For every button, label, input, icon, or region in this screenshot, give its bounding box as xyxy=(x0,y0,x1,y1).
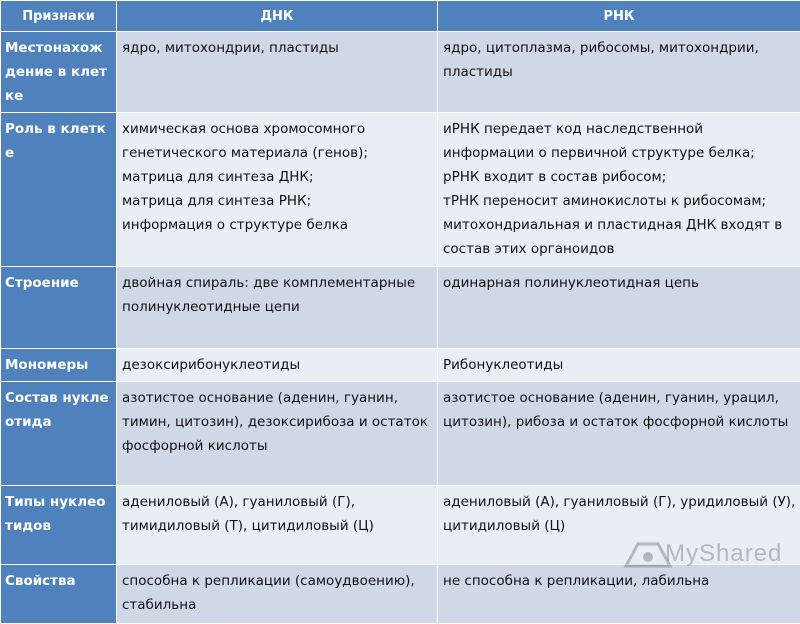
dna-cell xyxy=(117,486,438,565)
dna-cell xyxy=(117,565,438,624)
cell-line: одинарная полинуклеотидная цепь xyxy=(443,271,796,295)
dna-cell xyxy=(117,349,438,382)
table-row-nucleotide-composition xyxy=(1,382,800,486)
cell-line: адениловый (А), гуаниловый (Г), уридиловый (У), цитидиловый (Ц) xyxy=(443,490,796,538)
row-label: Типы нуклеотидов xyxy=(1,486,117,565)
dna-cell xyxy=(117,32,438,113)
table-row-role xyxy=(1,113,800,267)
cell-line: матрица для синтеза РНК; xyxy=(122,189,433,213)
rna-cell xyxy=(438,565,800,624)
cell-line: ядро, цитоплазма, рибосомы, митохондрии, пластиды xyxy=(443,36,796,84)
row-label: Мономеры xyxy=(1,349,117,382)
cell-line: ядро, митохондрии, пластиды xyxy=(122,36,433,60)
table-row-structure xyxy=(1,267,800,349)
table-row-location xyxy=(1,32,800,113)
cell-line: азотистое основание (аденин, гуанин, урацил, цитозин), рибоза и остаток фосфорной кислоты xyxy=(443,386,796,434)
rna-cell xyxy=(438,349,800,382)
dna-cell xyxy=(117,267,438,349)
cell-line: иРНК передает код наследственной информации о первичной структуре белка; xyxy=(443,117,796,165)
cell-line: адениловый (А), гуаниловый (Г), тимидиловый (Т), цитидиловый (Ц) xyxy=(122,490,433,538)
row-label: Роль в клетке xyxy=(1,113,117,267)
cell-line: информация о структуре белка xyxy=(122,213,433,237)
cell-line: митохондриальная и пластидная ДНК входят в состав этих органоидов xyxy=(443,213,796,261)
rna-cell xyxy=(438,113,800,267)
cell-line: двойная спираль: две комплементарные полинуклеотидные цепи xyxy=(122,271,433,319)
header-row xyxy=(1,1,800,32)
header-dna: ДНК xyxy=(117,1,438,32)
dna-cell xyxy=(117,113,438,267)
row-label: Состав нуклеотида xyxy=(1,382,117,486)
row-label: Свойства xyxy=(1,565,117,624)
rna-cell xyxy=(438,382,800,486)
cell-line: химическая основа хромосомного генетического материала (генов); xyxy=(122,117,433,165)
rna-cell xyxy=(438,267,800,349)
cell-line: Рибонуклеотиды xyxy=(443,353,796,377)
cell-line: матрица для синтеза ДНК; xyxy=(122,165,433,189)
cell-line: дезоксирибонуклеотиды xyxy=(122,353,433,377)
header-feature: Признаки xyxy=(1,1,117,32)
cell-line: рРНК входит в состав рибосом; xyxy=(443,165,796,189)
cell-line: не способна к репликации, лабильна xyxy=(443,569,796,593)
table-row-properties xyxy=(1,565,800,624)
header-rna: РНК xyxy=(438,1,800,32)
cell-line: тРНК переносит аминокислоты к рибосомам; xyxy=(443,189,796,213)
cell-line: азотистое основание (аденин, гуанин, тимин, цитозин), дезоксирибоза и остаток фосфорной кислоты xyxy=(122,386,433,458)
cell-line: способна к репликации (самоудвоению), стабильна xyxy=(122,569,433,617)
watermark-text: MyShared xyxy=(665,540,782,568)
row-label: Местонахождение в клетке xyxy=(1,32,117,113)
table-row-monomers xyxy=(1,349,800,382)
row-label: Строение xyxy=(1,267,117,349)
dna-cell xyxy=(117,382,438,486)
rna-cell xyxy=(438,32,800,113)
